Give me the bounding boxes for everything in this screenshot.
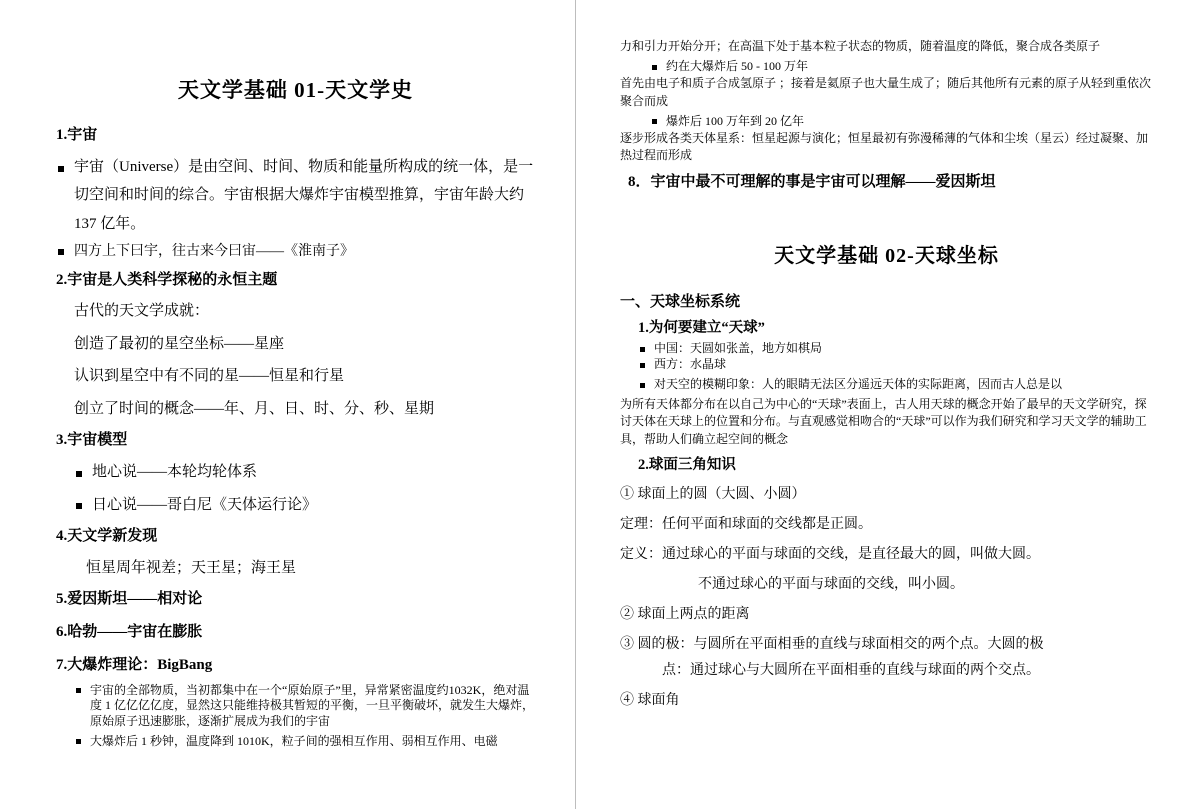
bullet-100wan-to-20yi: 爆炸后 100 万年到 20 亿年 <box>650 114 1153 130</box>
text-hydrogen-helium: 首先由电子和质子合成氢原子 ；接着是氦原子也大量生成了；随后其他所有元素的原子从轻到重依次聚合而成 <box>620 76 1152 108</box>
text-circles-on-sphere: ① 球面上的圆（大圆、小圆） <box>620 487 806 503</box>
text-spherical-angle: ④ 球面角 <box>620 692 680 708</box>
text-star-coordinates: 创造了最初的星空坐标——星座 <box>74 335 285 352</box>
heading-5-einstein: 5.爱因斯坦——相对论 <box>56 591 203 608</box>
heading-7-bigbang: 7.大爆炸理论：BigBang <box>56 656 213 673</box>
text-celestial-sphere-paragraph: 为所有天体都分布在以自己为中心的“天球”表面上，古人用天球的概念开始了最早的天文学研究，探讨天体在天球上的位置和分布。与直观感觉相吻合的“天球”可以作为我们研究和学习天文学的辅助工具，帮助人们确立起空间的概念 <box>620 396 1147 446</box>
heading-1-universe: 1.宇宙 <box>56 127 98 143</box>
bullet-50-100-wan-years: 约在大爆炸后 50 - 100 万年 <box>650 59 1153 75</box>
bullet-heliocentric: 日心说——哥白尼《天体运行论》 <box>74 491 535 520</box>
bullet-vague-impression: 对天空的模糊印象：人的眼睛无法区分遥远天体的实际距离，因而古人总是以 <box>638 377 1153 393</box>
text-theorem-intersection: 定理：任何平面和球面的交线都是正圆。 <box>620 517 872 533</box>
text-star-systems-formation: 逐步形成各类天体星系：恒星起源与演化；恒星最初有弥漫稀薄的气体和尘埃（星云）经过凝聚、加热过程而形成 <box>620 130 1149 163</box>
text-definition-small-circle: 不通过球心的平面与球面的交线，叫小圆。 <box>698 576 964 592</box>
bullet-china-view: 中国：天圆如张盖，地方如棋局 <box>638 341 1153 357</box>
text-time-concepts: 创立了时间的概念——年、月、日、时、分、秒、星期 <box>74 400 435 417</box>
bullet-universe-definition: 宇宙（Universe）是由空间、时间、物质和能量所构成的统一体，是一切空间和时间的综合。宇宙根据大爆炸宇宙模型推算，宇宙年龄大约 137 亿年。 <box>56 153 535 239</box>
bullet-west-view: 西方：水晶球 <box>638 357 1153 373</box>
heading-8-einstein-quote: 8．宇宙中最不可理解的事是宇宙可以理解——爱因斯坦 <box>628 173 996 190</box>
bullet-one-second-after: 大爆炸后 1 秒钟，温度降到 1010K，粒子间的强相互作用、弱相互作用、电磁 <box>74 734 535 750</box>
heading-2-eternal-theme: 2.宇宙是人类科学探秘的永恒主题 <box>56 271 278 288</box>
heading-why-celestial-sphere: 1.为何要建立“天球” <box>638 320 765 337</box>
heading-3-universe-models: 3.宇宙模型 <box>56 432 128 449</box>
text-distance-two-points: ② 球面上两点的距离 <box>620 606 750 622</box>
right-page-column <box>576 0 1197 809</box>
text-pole-of-great-circle: 点：通过球心与大圆所在平面相垂的直线与球面的两个交点。 <box>662 662 1040 678</box>
text-definition-great-circle: 定义：通过球心的平面与球面的交线，是直径最大的圆，叫做大圆。 <box>620 547 1040 563</box>
bullet-geocentric: 地心说——本轮均轮体系 <box>74 458 535 487</box>
text-ancient-achievements: 古代的天文学成就： <box>74 303 210 320</box>
text-star-types: 认识到星空中有不同的星——恒星和行星 <box>74 368 345 385</box>
bullet-huainanzi-quote: 四方上下曰宇，往古来今曰宙——《淮南子》 <box>56 242 535 262</box>
heading-4-new-discoveries: 4.天文学新发现 <box>56 528 158 545</box>
heading-celestial-coordinate-system: 一、天球坐标系统 <box>620 294 741 311</box>
text-parallax-planets: 恒星周年视差；天王星；海王星 <box>86 559 297 576</box>
left-document-title: 天文学基础 01-天文学史 <box>177 78 414 102</box>
bullet-primeval-atom: 宇宙的全部物质，当初都集中在一个“原始原子”里，异常紧密温度约1032K，绝对温度 1 亿亿亿亿度，显然这只能维持极其暂短的平衡，一旦平衡破坏，就发生大爆炸，原始原子迅速膨胀，逐渐扩展成为我们的宇宙 <box>74 683 535 730</box>
left-page-column <box>0 0 575 809</box>
heading-6-hubble: 6.哈勃——宇宙在膨胀 <box>56 624 203 641</box>
text-forces-separate: 力和引力开始分开；在高温下处于基本粒子状态的物质，随着温度的降低，聚合成各类原子 <box>620 39 1101 53</box>
text-pole-of-circle: ③ 圆的极：与圆所在平面相垂的直线与球面相交的两个点。大圆的极 <box>620 636 1044 652</box>
heading-spherical-trigonometry: 2.球面三角知识 <box>638 457 736 474</box>
right-document-title: 天文学基础 02-天球坐标 <box>774 245 999 268</box>
